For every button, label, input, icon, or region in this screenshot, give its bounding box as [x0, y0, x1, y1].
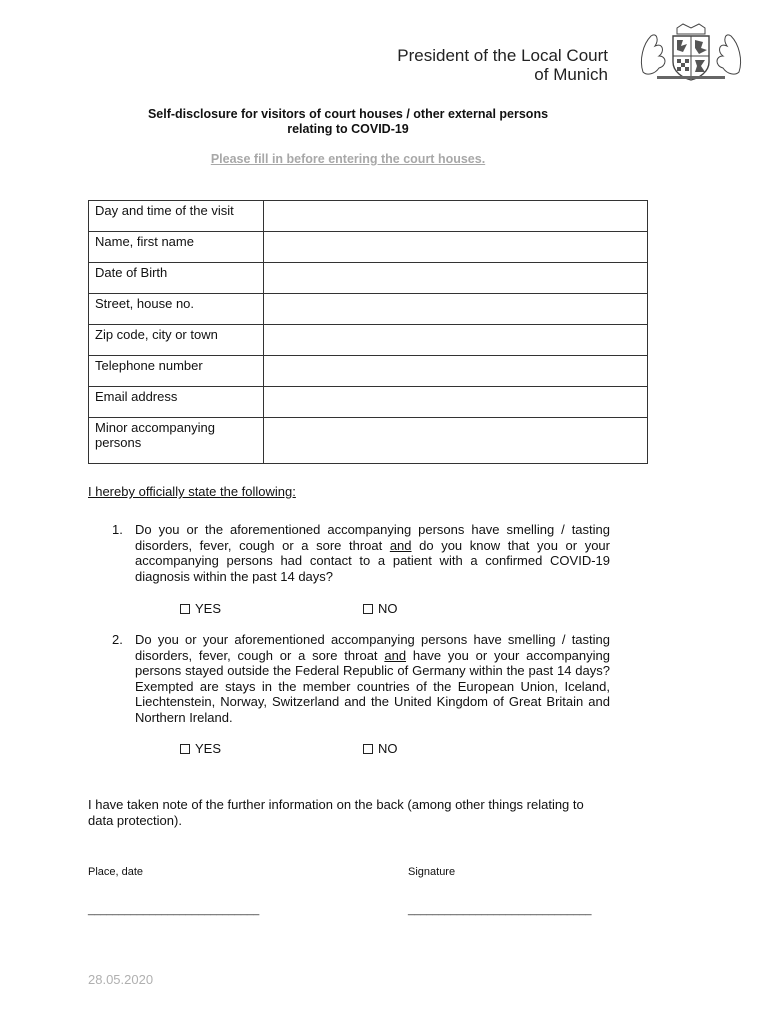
q2-yes-label: YES: [195, 741, 222, 756]
form-field-visit-time[interactable]: [264, 201, 648, 232]
form-row: [89, 418, 648, 464]
form-row: [89, 201, 648, 232]
court-line-1: President of the Local Court: [397, 46, 608, 65]
checkbox-icon[interactable]: [180, 604, 190, 614]
court-line-2: of Munich: [534, 65, 608, 84]
place-date-label: Place, date: [88, 866, 144, 878]
form-row: [89, 325, 648, 356]
question-2: [112, 632, 610, 725]
form-row: [89, 356, 648, 387]
visitor-form-table: [88, 200, 648, 464]
question-text: Do you or your aforementioned accompanying persons have smelling / tasting disorders, fever, cough or a sore throat and have you or your accompanying persons stayed outside the Federal Republic of Germany within the past 14 days? Exempted are stays in the member countries of the European Union, Iceland, Liechtenstein, Norway, Switzerland and the United Kingdom of Great Britain and Northern Ireland.: [135, 632, 610, 725]
data-protection-note: I have taken note of the further information on the back (among other things relating to data protection).: [88, 797, 584, 828]
form-label-name: Name, first name: [89, 232, 264, 263]
form-label-birth-date: Date of Birth: [89, 263, 264, 294]
checkbox-icon[interactable]: [363, 604, 373, 614]
form-label-email: Email address: [89, 387, 264, 418]
court-header: [397, 46, 608, 84]
question-1: [112, 522, 610, 584]
form-field-minor-persons[interactable]: [264, 418, 648, 464]
form-row: [89, 387, 648, 418]
fill-in-notice: Please fill in before entering the court houses.: [210, 152, 486, 166]
form-row: [89, 263, 648, 294]
q2-no-option[interactable]: [363, 741, 398, 756]
coat-of-arms-icon: [637, 22, 745, 84]
question-text: Do you or the aforementioned accompanying persons have smelling / tasting disorders, fever, cough or a sore throat and do you know that you or your accompanying persons had contact to a patient with a confirmed COVID-19 diagnosis within the past 14 days?: [135, 522, 610, 584]
form-label-telephone: Telephone number: [89, 356, 264, 387]
declaration-heading: I hereby officially state the following:: [88, 484, 296, 499]
question-number: 2.: [112, 632, 123, 647]
form-label-street: Street, house no.: [89, 294, 264, 325]
form-row: [89, 294, 648, 325]
form-field-birth-date[interactable]: [264, 263, 648, 294]
place-date-line[interactable]: ____________________________: [88, 904, 260, 916]
form-field-zip-city[interactable]: [264, 325, 648, 356]
checkbox-icon[interactable]: [363, 744, 373, 754]
question-number: 1.: [112, 522, 123, 537]
title-line-1: Self-disclosure for visitors of court houses / other external persons: [147, 107, 549, 121]
signature-line[interactable]: ______________________________: [408, 904, 592, 916]
q2-yes-option[interactable]: [180, 741, 221, 756]
title-line-2: relating to COVID-19: [287, 122, 409, 136]
document-title: [88, 107, 608, 137]
form-field-street[interactable]: [264, 294, 648, 325]
form-field-telephone[interactable]: [264, 356, 648, 387]
form-label-minor-persons: Minor accompanying persons: [89, 418, 264, 464]
q1-yes-label: YES: [195, 601, 222, 616]
form-label-visit-time: Day and time of the visit: [89, 201, 264, 232]
q1-no-label: NO: [378, 601, 398, 616]
checkbox-icon[interactable]: [180, 744, 190, 754]
q2-no-label: NO: [378, 741, 398, 756]
form-row: [89, 232, 648, 263]
form-field-email[interactable]: [264, 387, 648, 418]
signature-label: Signature: [408, 866, 456, 878]
q1-no-option[interactable]: [363, 601, 398, 616]
form-label-zip-city: Zip code, city or town: [89, 325, 264, 356]
form-field-name[interactable]: [264, 232, 648, 263]
footer-date: 28.05.2020: [88, 972, 154, 987]
q1-yes-option[interactable]: [180, 601, 221, 616]
